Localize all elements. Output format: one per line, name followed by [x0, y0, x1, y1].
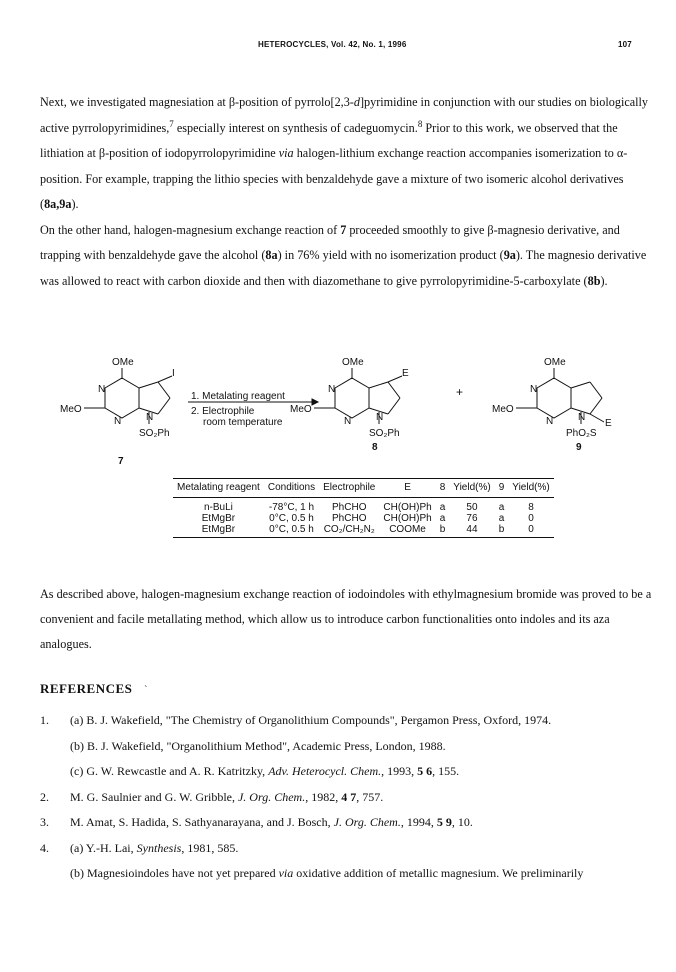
reference-number: 4.	[40, 840, 49, 855]
journal-name: Adv. Heterocycl. Chem.	[268, 764, 382, 778]
compound-ref: 7	[340, 222, 347, 237]
condition-2: 2. Electrophile	[191, 406, 255, 417]
text-run: , 1982,	[305, 789, 342, 804]
e-label: E	[605, 418, 612, 429]
text-run: ). The magnesio derivative was allowed to react with carbon dioxide and then with diazomethane to give pyrrolopyrimidine-5-carboxylate (	[40, 248, 647, 288]
reference-1c	[40, 759, 660, 785]
meo-label: MeO	[290, 404, 312, 415]
column-header: 9	[495, 479, 509, 498]
table-cell: CO₂/CH₂N₂	[319, 524, 379, 538]
table-cell: a	[439, 502, 446, 513]
volume-number: 5 6	[417, 764, 433, 778]
ome-label: OMe	[544, 357, 566, 368]
table-cell: 0°C, 0.5 h	[269, 513, 314, 524]
compound-8-structure	[314, 368, 402, 424]
table-header-row	[173, 479, 554, 498]
compound-8-label: 8	[372, 442, 378, 453]
volume-number: 4 7	[341, 789, 357, 804]
table-cell: COOMe	[379, 524, 435, 538]
citation-superscript: 8	[417, 118, 423, 129]
reference-number: 1.	[40, 713, 49, 727]
text-run: (c) G. W. Rewcastle and A. R. Katritzky,	[70, 764, 269, 778]
table-cell: CH(OH)Ph	[383, 502, 432, 513]
table-row	[173, 513, 554, 524]
table-cell: 8	[528, 502, 534, 513]
pho2s-label: PhO₂S	[566, 428, 597, 439]
compound-7-structure	[84, 368, 172, 424]
condition-3: room temperature	[203, 417, 283, 428]
table-cell: PhCHO	[332, 502, 367, 513]
meo-label: MeO	[492, 404, 514, 415]
compound-9-label: 9	[576, 442, 582, 453]
condition-1: 1. Metalating reagent	[191, 391, 285, 402]
n-label: N	[376, 412, 384, 423]
italic-run: d	[353, 95, 360, 109]
text-run: proceeded smoothly to give β-magnesio derivative, and trapping with benzaldehyde gave the alcohol (	[40, 222, 620, 262]
column-header: Yield(%)	[449, 479, 494, 498]
text-run: Prior to this work, we observed that the lithiation at β-position of iodopyrrolopyrimidine	[40, 120, 618, 160]
reaction-scheme	[60, 352, 640, 482]
table-row	[173, 498, 554, 514]
reference-text	[70, 810, 473, 836]
text-run: M. G. Saulnier and G. W. Gribble,	[70, 789, 238, 804]
reference-3	[40, 810, 660, 836]
column-header: Conditions	[264, 479, 319, 498]
table-cell: 0	[508, 524, 553, 538]
compound-9-structure	[516, 368, 604, 424]
results-table	[173, 478, 554, 538]
text-run: (b) Magnesioindoles have not yet prepared	[70, 866, 279, 880]
column-header: Metalating reagent	[173, 479, 264, 498]
text-run: , 155.	[432, 764, 460, 778]
journal-name: J. Org. Chem.	[333, 815, 401, 829]
n-label: N	[98, 384, 106, 395]
compound-ref: 8a	[265, 248, 278, 262]
compound-ref: 8a	[44, 197, 57, 211]
column-header: Yield(%)	[508, 479, 553, 498]
table-row	[173, 524, 554, 538]
volume-number: 5 9	[436, 815, 452, 829]
text-run: halogen-lithium exchange reaction accompanies isomerization to α-position. For example, trapping the lithio species with benzaldehyde gave a mixture of two isomeric alcohol derivatives (	[40, 146, 628, 211]
n-label: N	[114, 416, 122, 427]
table-cell: -78°C, 1 h	[268, 502, 315, 513]
table-cell: 0°C, 0.5 h	[264, 524, 319, 538]
page-number: 107	[618, 40, 632, 49]
paragraph-1	[40, 90, 654, 294]
n-label: N	[146, 412, 154, 423]
text-run: , 1993,	[381, 764, 418, 778]
text-run: ]pyrimidine in conjunction with our studies on biologically active pyrrolopyrimidines,	[40, 95, 649, 135]
so2ph-label: SO₂Ph	[369, 428, 400, 439]
table-cell: 50	[466, 502, 478, 513]
reference-text: (a) B. J. Wakefield, "The Chemistry of Organolithium Compounds", Pergamon Press, Oxford, 1974.	[70, 713, 552, 727]
table-cell: 0	[528, 513, 534, 524]
compound-ref: 9a	[59, 197, 72, 211]
text-run: oxidative addition of metallic magnesium. We preliminarily	[293, 866, 584, 880]
reference-text: (b) B. J. Wakefield, "Organolithium Method", Academic Press, London, 1988.	[70, 738, 446, 753]
reference-text	[70, 785, 383, 811]
reference-number: 2.	[40, 789, 49, 804]
table-cell: a	[498, 502, 505, 513]
n-label: N	[578, 412, 586, 423]
reference-text	[70, 836, 238, 862]
reaction-scheme-svg	[60, 352, 640, 482]
italic-run: via	[278, 866, 294, 880]
n-label: N	[344, 416, 352, 427]
references-heading	[40, 681, 148, 697]
stray-mark: `	[144, 685, 149, 696]
ome-label: OMe	[112, 357, 134, 368]
table-cell: EtMgBr	[201, 513, 236, 524]
table-cell: CH(OH)Ph	[383, 513, 432, 524]
text-run: M. Amat, S. Hadida, S. Sathyanarayana, and J. Bosch,	[70, 815, 334, 829]
citation-superscript: 7	[169, 118, 174, 129]
reference-1b	[40, 734, 660, 760]
table-cell: b	[436, 524, 450, 538]
text-run: ).	[71, 197, 79, 211]
paragraph-2: As described above, halogen-magnesium exchange reaction of iodoindoles with ethylmagnesium bromide was proved to be a convenient and facile metallating method, which allow us to introduce carbon functionalities onto indoles and its aza analogues.	[40, 587, 652, 651]
column-header: Electrophile	[319, 479, 379, 498]
compound-ref: 9a	[503, 248, 516, 262]
compound-ref: 8b	[587, 273, 601, 288]
text-run: ).	[600, 273, 608, 288]
ome-label: OMe	[342, 357, 364, 368]
reference-text	[70, 759, 459, 785]
iodo-label: I	[172, 368, 175, 379]
compound-7-label: 7	[118, 456, 124, 467]
text-run: especially interest on synthesis of cadeguomycin.	[173, 120, 418, 135]
reference-1a	[40, 708, 660, 734]
references-title: REFERENCES	[40, 681, 133, 696]
compound-ref: ,	[56, 197, 60, 211]
reference-4b	[40, 861, 660, 887]
table-cell: a	[498, 513, 505, 524]
table-cell: 76	[466, 513, 478, 524]
text-run: , 1994,	[400, 815, 437, 829]
table-cell: 44	[449, 524, 494, 538]
table-cell: PhCHO	[332, 513, 367, 524]
table-cell: a	[439, 513, 446, 524]
text-run: , 1981, 585.	[181, 840, 239, 855]
reference-text	[70, 861, 583, 887]
text-run: ) in 76% yield with no isomerization product (	[277, 248, 504, 262]
text-run: , 757.	[356, 789, 384, 804]
plus-sign: +	[456, 385, 464, 399]
italic-run: via	[278, 146, 294, 160]
references-list	[40, 708, 660, 887]
journal-citation: HETEROCYCLES, Vol. 42, No. 1, 1996	[258, 40, 407, 49]
text-run: Next, we investigated magnesiation at β-position of pyrrolo[2,3-	[40, 95, 354, 109]
column-header: 8	[436, 479, 450, 498]
reference-4a	[40, 836, 660, 862]
n-label: N	[328, 384, 336, 395]
so2ph-label: SO₂Ph	[139, 428, 170, 439]
reference-number: 3.	[40, 815, 49, 829]
journal-name: Synthesis	[136, 840, 182, 855]
table-cell: n-BuLi	[203, 502, 233, 513]
n-label: N	[546, 416, 554, 427]
column-header: E	[379, 479, 435, 498]
e-label: E	[402, 368, 409, 379]
table-cell: EtMgBr	[173, 524, 264, 538]
text-run: , 10.	[451, 815, 473, 829]
meo-label: MeO	[60, 404, 82, 415]
table-cell: b	[495, 524, 509, 538]
text-run: On the other hand, halogen-magnesium exchange reaction of	[40, 222, 341, 237]
journal-name: J. Org. Chem.	[237, 789, 306, 804]
reference-2	[40, 785, 660, 811]
text-run: (a) Y.-H. Lai,	[70, 840, 137, 855]
n-label: N	[530, 384, 538, 395]
